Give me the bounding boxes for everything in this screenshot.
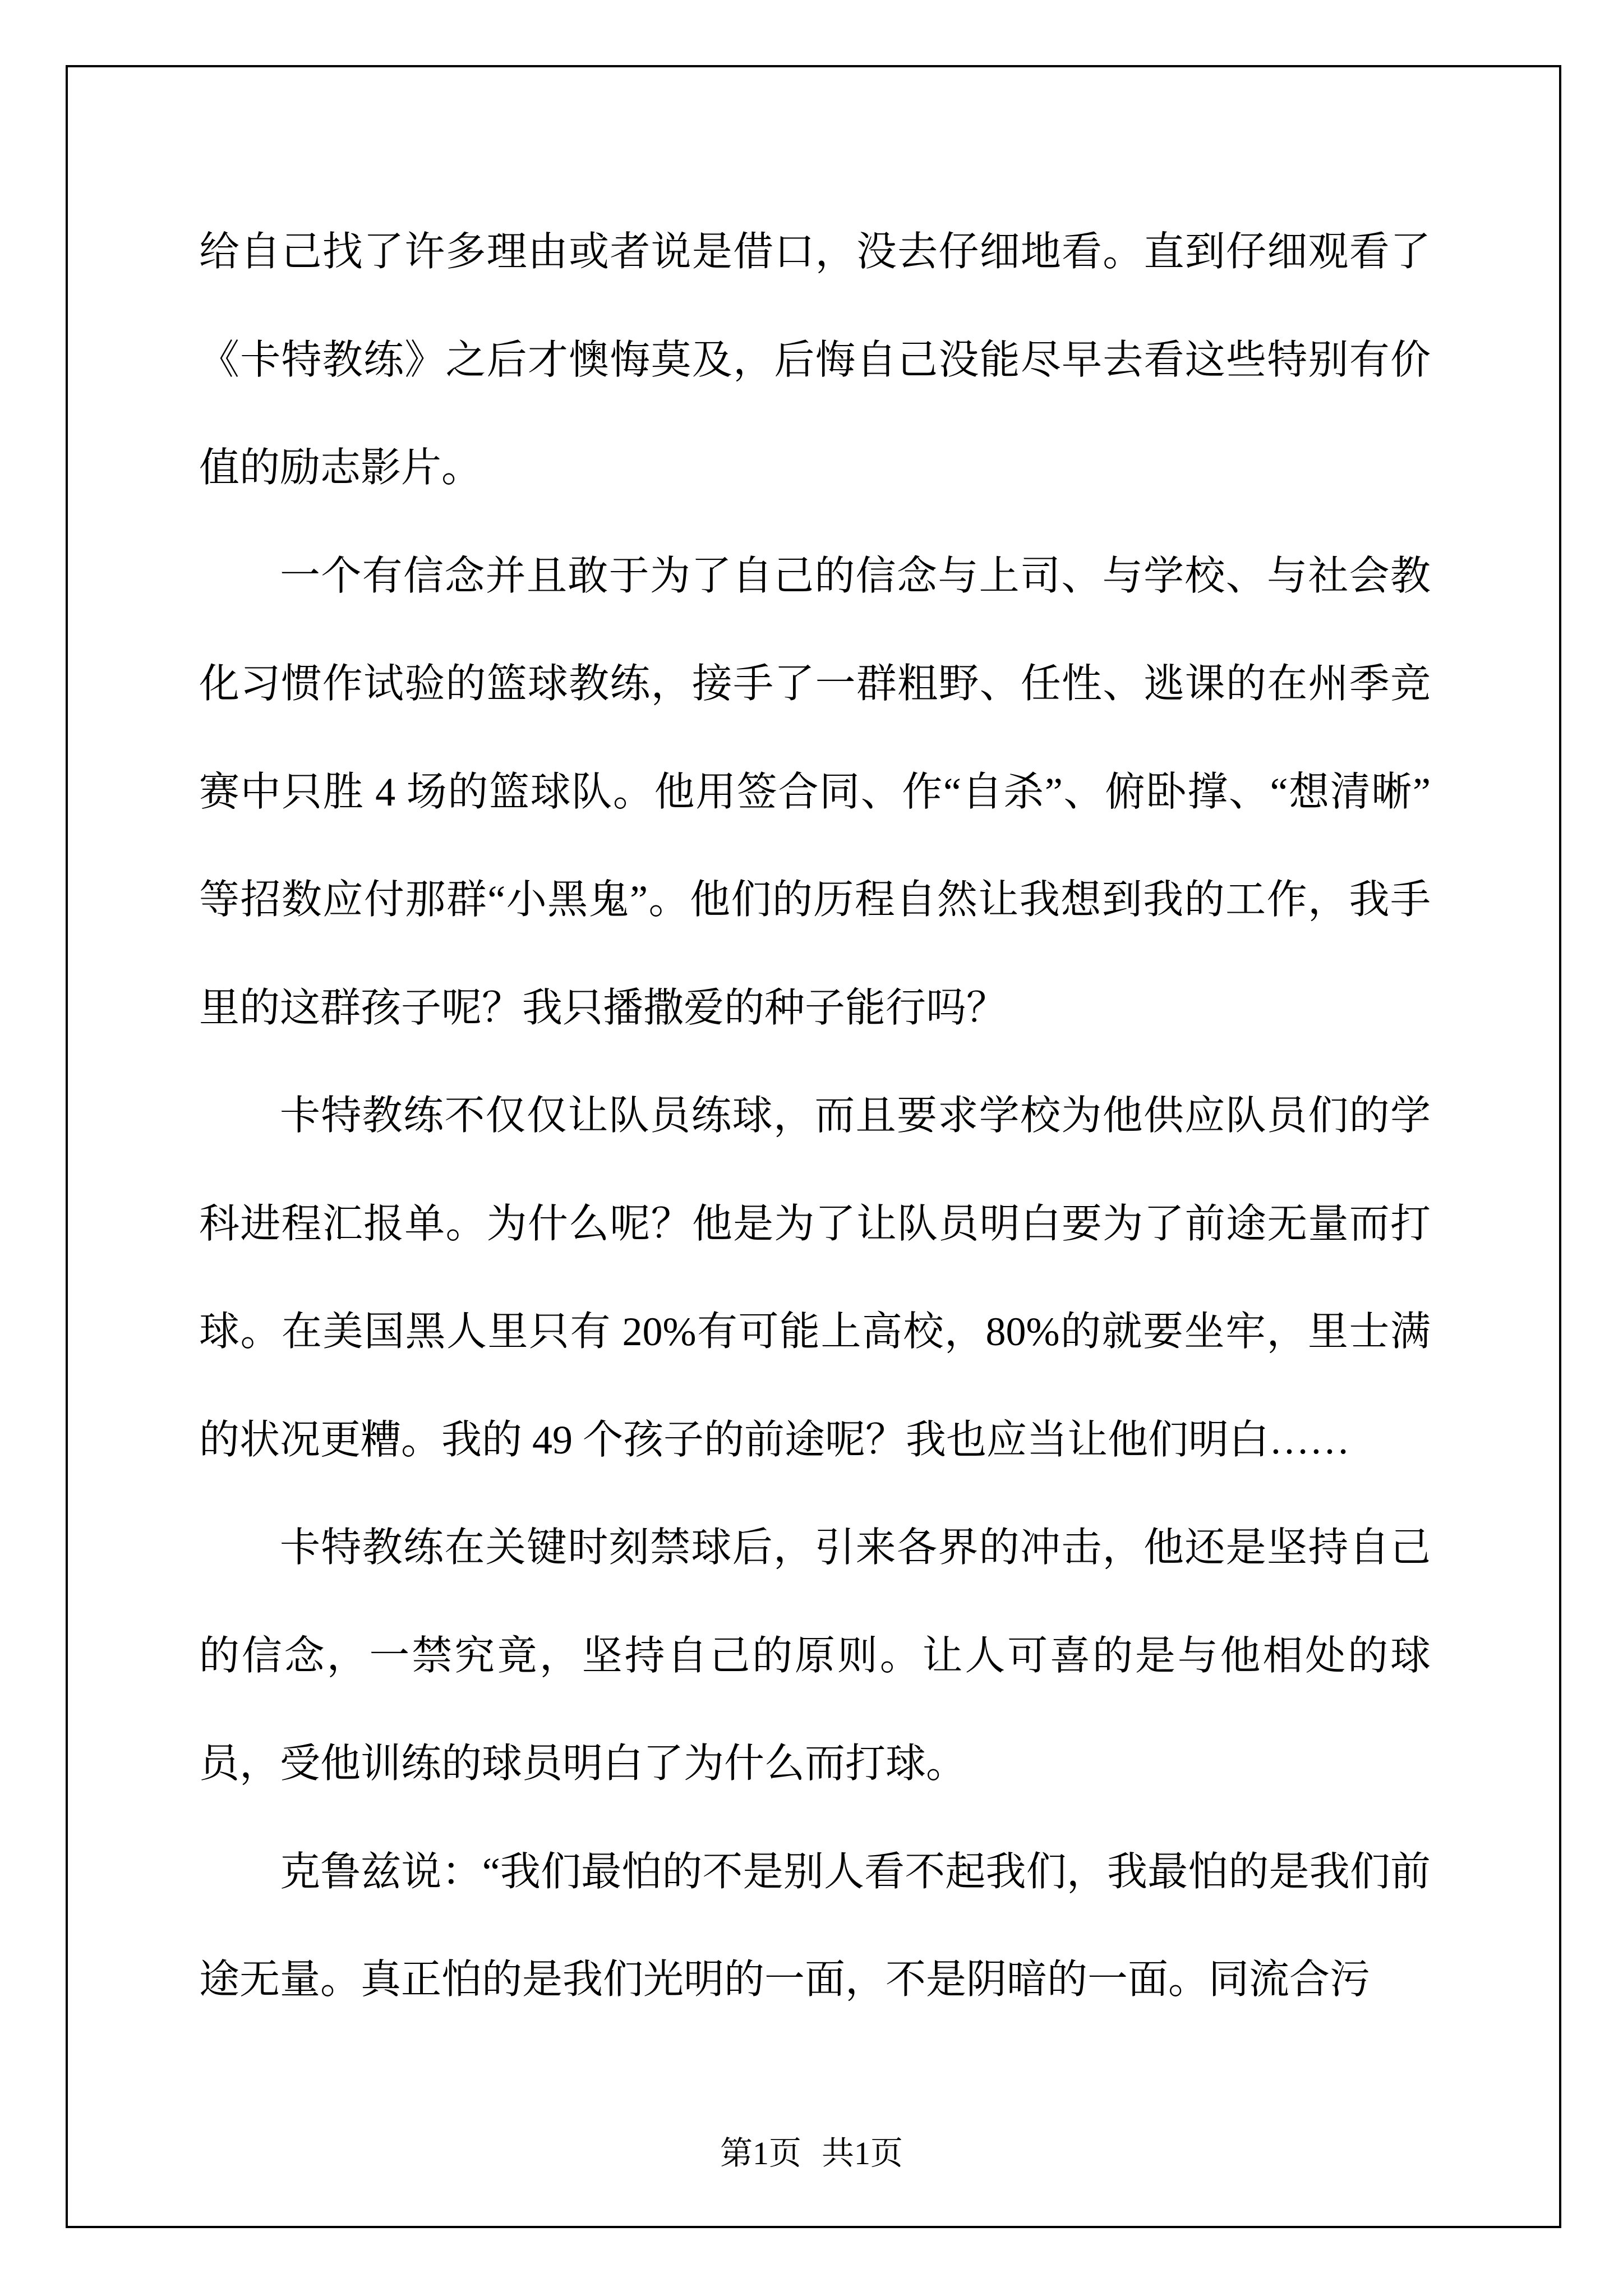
paragraph-4: 卡特教练在关键时刻禁球后，引来各界的冲击，他还是坚持自己的信念，一禁究竟，坚持自己的原则。让人可喜的是与他相处的球员，受他训练的球员明白了为什么而打球。 <box>199 1525 1431 1786</box>
paragraph-1: 给自己找了许多理由或者说是借口，没去仔细地看。直到仔细观看了《卡特教练》之后才懊悔莫及，后悔自己没能尽早去看这些特别有价值的励志影片。 <box>199 229 1431 490</box>
paragraph-5: 克鲁兹说：“我们最怕的不是别人看不起我们，我最怕的是我们前途无量。真正怕的是我们光明的一面，不是阴暗的一面。同流合污 <box>199 1849 1431 2002</box>
page-footer <box>0 2137 1623 2170</box>
paragraph-2: 一个有信念并且敢于为了自己的信念与上司、与学校、与社会教化习惯作试验的篮球教练，接手了一群粗野、任性、逃课的在州季竞赛中只胜 4 场的篮球队。他用签合同、作“自杀”、俯卧撑、“想清晰”等招数应付那群“小黑鬼”。他们的历程自然让我想到我的工作，我手里的这群孩子呢？我只播撒爱的种子能行吗？ <box>199 553 1431 1030</box>
footer-page-number: 第1页 <box>720 2135 802 2171</box>
document-body <box>199 198 1431 2034</box>
footer-page-count: 共1页 <box>821 2135 903 2171</box>
paragraph-3: 卡特教练不仅仅让队员练球，而且要求学校为他供应队员们的学科进程汇报单。为什么呢？他是为了让队员明白要为了前途无量而打球。在美国黑人里只有 20%有可能上高校，80%的就要坐牢，里士满的状况更糟。我的 49 个孩子的前途呢？我也应当让他们明白…… <box>199 1093 1431 1462</box>
